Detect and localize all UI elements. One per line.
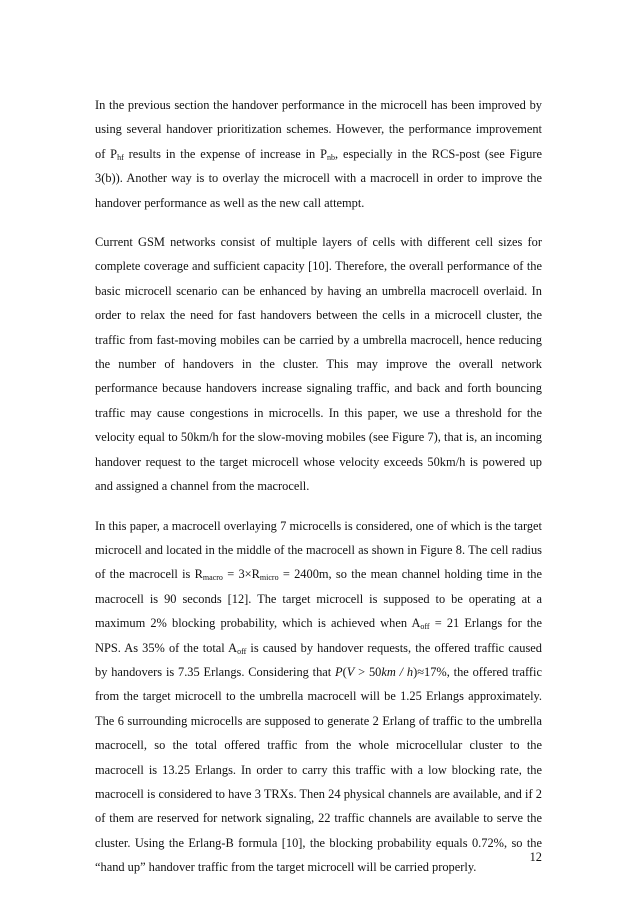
paragraph-handover-intro: In the previous section the handover performance in the microcell has been improved by using several handover prioritization schemes. However, the performance improvement of $P_{hf}$ results in the expense of increase in $P_{nb}$, especially in the RCS-post (see Figure 3(b)). Another way is to overlay the microcell with a macrocell in order to improve the handover performance as well as the new call attempt. <box>95 98 543 210</box>
velocity-probability-equation: P(V > 50km / h)≈17% <box>335 664 447 679</box>
paragraph-gsm-layers: Current GSM networks consist of multiple layers of cells with different cell sizes for complete coverage and sufficient capacity [10]. Therefore, the overall performance of the basic microcell scenario can be enhanced by having an umbrella macrocell overlaid. In order to relax the need for fast handovers between the cells in a microcell cluster, the traffic from fast-moving mobiles can be carried by a umbrella macrocell, hence reducing the number of handovers in the cluster. This may improve the overall network performance because handovers increase signaling traffic, and back and forth bouncing traffic may cause congestions in microcells. In this paper, we use a threshold for the velocity equal to 50km/h for the slow-moving mobiles (see Figure 7), that is, an incoming handover request to the target microcell whose velocity exceeds 50km/h is powered up and assigned a channel from the macrocell. <box>95 235 542 494</box>
body-text <box>95 93 542 895</box>
page-number: 12 <box>529 850 542 864</box>
paragraph-macrocell-overlay: In this paper, a macrocell overlaying 7 microcells is considered, one of which is the target microcell and located in the middle of the macrocell as shown in Figure 8. The cell radius of the macrocell is $R_{macro} = 3\times R_{micro} = 2400m$, so the mean channel holding time in the macrocell is 90 seconds [12]. The target microcell is supposed to be operating at a maximum 2% blocking probability, which is achieved when $A_{off} = 21$ Erlangs for the NPS. As 35% of the total $A_{off}$ is caused by handover requests, the offered traffic caused by handovers is 7.35 Erlangs. Considering that P(V > 50km / h)≈17%, the offered traffic from the target microcell to the umbrella macrocell will be 1.25 Erlangs approximately. The 6 surrounding microcells are supposed to generate 2 Erlang of traffic to the umbrella macrocell, so the total offered traffic from the whole microcellular cluster to the macrocell is 13.25 Erlangs. In order to carry this traffic with a low blocking rate, the macrocell is considered to have 3 TRXs. Then 24 physical channels are available, and if 2 of them are reserved for network signaling, 22 traffic channels are available to serve the cluster. Using the Erlang-B formula [10], the blocking probability equals 0.72%, so the “hand up” handover traffic from the target microcell will be carried properly. <box>95 518 542 875</box>
